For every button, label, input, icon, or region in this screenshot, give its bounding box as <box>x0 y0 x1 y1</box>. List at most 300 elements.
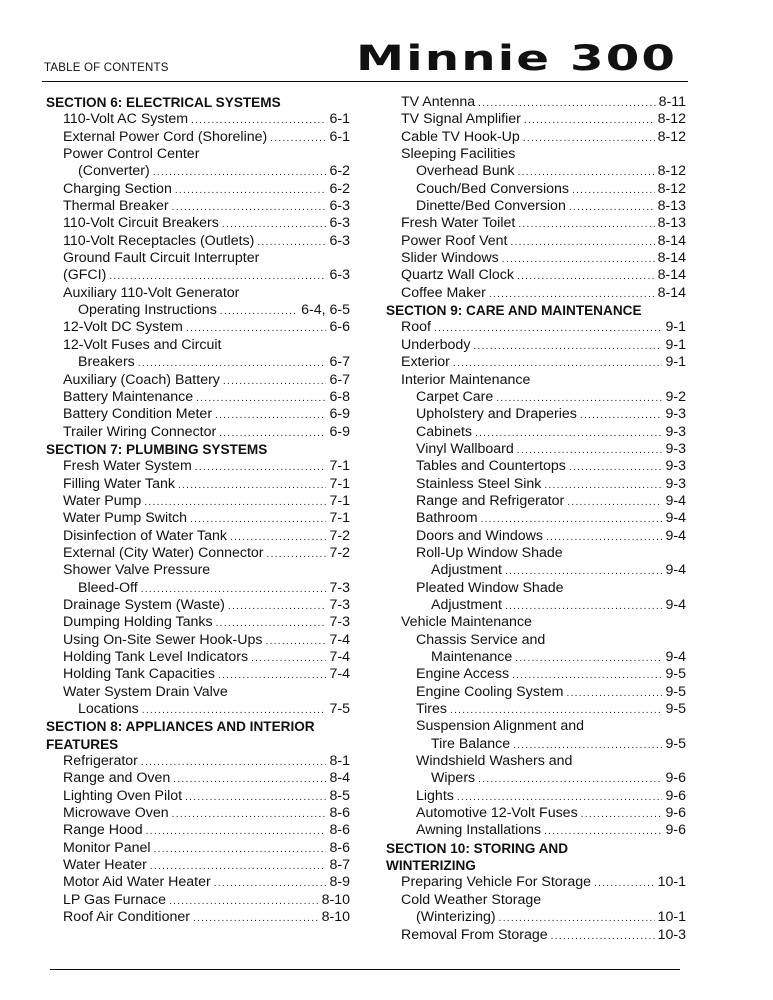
dot-leader <box>191 112 326 129</box>
dot-leader <box>144 494 326 511</box>
toc-page-number: 8-14 <box>657 267 686 284</box>
toc-entry <box>46 267 350 284</box>
toc-entry <box>386 597 686 614</box>
dot-leader <box>223 373 327 390</box>
dot-leader <box>496 390 662 407</box>
toc-entry <box>46 372 350 389</box>
toc-entry <box>46 857 350 874</box>
toc-section-heading <box>386 302 686 319</box>
toc-entry-title: Power Control Center <box>63 146 200 163</box>
toc-entry <box>386 250 686 267</box>
toc-page-number: 6-2 <box>329 163 350 180</box>
toc-page-number: 9-1 <box>665 319 686 336</box>
toc-entry-title: Range Hood <box>63 822 143 839</box>
toc-page-number: 7-1 <box>329 510 350 527</box>
toc-entry-title: Tires <box>416 701 448 718</box>
toc-page-number: 10-3 <box>657 926 686 943</box>
toc-entry <box>386 614 686 631</box>
toc-page-number: 6-3 <box>329 215 350 232</box>
toc-page-number: 9-2 <box>665 388 686 405</box>
toc-entry-title: Suspension Alignment and <box>416 718 585 735</box>
toc-entry <box>386 441 686 458</box>
toc-page-number: 8-13 <box>657 198 686 215</box>
dot-leader <box>222 216 327 233</box>
toc-page-number: 8-6 <box>329 805 350 822</box>
toc-page-number: 7-2 <box>329 527 350 544</box>
toc-entry <box>386 458 686 475</box>
toc-entry-title: Roof Air Conditioner <box>63 909 190 926</box>
toc-page-number: 8-5 <box>329 787 350 804</box>
dot-leader <box>512 667 662 684</box>
dot-leader <box>475 425 662 442</box>
toc-entry <box>46 632 350 649</box>
dot-leader <box>150 858 327 875</box>
toc-entry <box>46 424 350 441</box>
toc-entry <box>46 874 350 891</box>
dot-leader <box>267 546 327 563</box>
toc-page-number: 9-5 <box>665 666 686 683</box>
toc-page-number: 9-4 <box>665 562 686 579</box>
dot-leader <box>453 355 663 372</box>
toc-entry <box>386 718 686 735</box>
toc-entry-title: Auxiliary 110-Volt Generator <box>63 284 240 301</box>
page-header-label: TABLE OF CONTENTS <box>44 62 169 74</box>
toc-page-number: 7-4 <box>329 649 350 665</box>
toc-entry-title: 12-Volt Fuses and Circuit <box>63 336 222 353</box>
dot-leader <box>154 841 327 858</box>
toc-page-number: 9-3 <box>665 406 686 423</box>
footer-rule <box>50 969 680 970</box>
toc-page-number: 7-1 <box>329 492 350 509</box>
toc-entry <box>386 146 686 163</box>
toc-entry <box>386 684 686 701</box>
dot-leader <box>551 928 655 945</box>
dot-leader <box>569 199 655 216</box>
toc-page-number: 6-7 <box>329 354 350 371</box>
toc-entry-title: Disinfection of Water Tank <box>63 527 228 544</box>
toc-entry-title: SECTION 10: STORING AND <box>386 840 569 856</box>
dot-leader <box>518 164 655 181</box>
dot-leader <box>195 459 327 476</box>
toc-entry-title: Water System Drain Valve <box>63 683 228 700</box>
dot-leader <box>518 216 654 233</box>
dot-leader <box>434 320 663 337</box>
toc-entry <box>386 874 686 891</box>
toc-entry-title: Range and Oven <box>63 770 171 787</box>
toc-page-number: 9-5 <box>665 683 686 700</box>
toc-entry <box>386 528 686 545</box>
toc-page-number: 6-7 <box>329 371 350 388</box>
toc-entry-title: SECTION 8: APPLIANCES AND INTERIOR <box>46 719 315 735</box>
dot-leader <box>109 268 326 285</box>
toc-entry <box>46 302 350 319</box>
toc-entry-title: Sleeping Facilities <box>401 146 516 163</box>
toc-entry-title: Doors and Windows <box>416 527 543 544</box>
toc-page-number: 6-8 <box>329 388 350 405</box>
toc-entry <box>46 354 350 371</box>
toc-entry-title: Lights <box>416 787 454 804</box>
dot-leader <box>178 477 327 494</box>
toc-entry <box>386 822 686 839</box>
toc-entry-title: Roof <box>401 319 431 336</box>
toc-entry-title: Microwave Oven <box>63 805 169 822</box>
dot-leader <box>172 199 327 216</box>
toc-entry <box>46 111 350 128</box>
dot-leader <box>517 442 663 459</box>
toc-entry-title: Couch/Bed Conversions <box>416 180 569 197</box>
dot-leader <box>502 251 655 268</box>
toc-page-number: 9-6 <box>665 822 686 839</box>
toc-entry <box>386 233 686 250</box>
toc-entry <box>386 736 686 753</box>
toc-entry-title: Trailer Wiring Connector <box>63 423 217 440</box>
toc-section-heading <box>46 736 350 753</box>
toc-entry-title: Overhead Bunk <box>416 163 515 180</box>
toc-entry-title: SECTION 7: PLUMBING SYSTEMS <box>46 441 268 457</box>
toc-page-number: 6-9 <box>329 406 350 423</box>
toc-page-number: 9-4 <box>665 492 686 509</box>
toc-entry-title: Adjustment <box>431 596 502 613</box>
toc-page-number: 9-3 <box>665 440 686 457</box>
toc-page-number: 6-1 <box>329 111 350 128</box>
toc-entry <box>46 666 350 683</box>
toc-column-right <box>386 94 686 944</box>
dot-leader <box>523 130 655 147</box>
dot-leader <box>218 667 327 684</box>
toc-entry <box>386 181 686 198</box>
toc-page-number: 6-6 <box>329 319 350 336</box>
toc-entry <box>386 562 686 579</box>
toc-entry-title: Lighting Oven Pilot <box>63 787 183 804</box>
toc-entry <box>46 770 350 787</box>
toc-page-number: 8-4 <box>329 770 350 787</box>
toc-page-number: 9-1 <box>665 354 686 371</box>
toc-page-number: 7-3 <box>329 596 350 613</box>
toc-page-number: 8-6 <box>329 822 350 839</box>
dot-leader <box>173 771 326 788</box>
toc-entry <box>386 649 686 666</box>
toc-entry-title: 12-Volt DC System <box>63 319 183 336</box>
toc-entry <box>46 805 350 822</box>
toc-entry-title: Range and Refrigerator <box>416 492 565 509</box>
dot-leader <box>481 511 663 528</box>
header-rule <box>42 81 688 82</box>
dot-leader <box>544 477 662 494</box>
dot-leader <box>489 286 655 303</box>
dot-leader <box>257 234 326 251</box>
toc-entry-title: Dinette/Bed Conversion <box>416 198 566 215</box>
toc-entry-title: Quartz Wall Clock <box>401 267 514 284</box>
toc-section-heading <box>46 441 350 458</box>
toc-page-number: 9-3 <box>665 423 686 440</box>
toc-entry <box>46 510 350 527</box>
toc-entry <box>46 597 350 614</box>
toc-entry-title: Drainage System (Waste) <box>63 596 225 613</box>
toc-page-number: 6-2 <box>329 180 350 197</box>
dot-leader <box>142 702 327 719</box>
toc-entry-title: Shower Valve Pressure <box>63 562 211 579</box>
toc-entry <box>386 701 686 718</box>
toc-column-left <box>46 94 350 927</box>
toc-page-number: 9-6 <box>665 770 686 787</box>
toc-entry-title: (Converter) <box>78 163 150 180</box>
toc-entry-title: SECTION 9: CARE AND MAINTENANCE <box>386 303 642 319</box>
toc-entry-title: TV Antenna <box>401 94 476 110</box>
dot-leader <box>569 459 663 476</box>
toc-entry <box>386 372 686 389</box>
toc-page-number: 8-12 <box>657 111 686 128</box>
toc-entry-title: Windshield Washers and <box>416 753 573 770</box>
dot-leader <box>505 563 663 580</box>
dot-leader <box>457 789 663 806</box>
toc-page-number: 9-4 <box>665 510 686 527</box>
toc-entry <box>386 632 686 649</box>
dot-leader <box>175 182 327 199</box>
toc-entry-title: 110-Volt AC System <box>63 111 189 128</box>
toc-entry <box>46 649 350 666</box>
toc-entry-title: Fresh Water System <box>63 458 192 475</box>
toc-entry <box>386 580 686 597</box>
toc-entry-title: Maintenance <box>431 649 513 665</box>
dot-leader <box>580 407 663 424</box>
toc-entry-title: Vehicle Maintenance <box>401 614 532 631</box>
toc-entry-title: Exterior <box>401 354 450 371</box>
dot-leader <box>517 268 655 285</box>
toc-entry-title: Removal From Storage <box>401 926 548 943</box>
toc-entry-title: Battery Condition Meter <box>63 406 213 423</box>
toc-entry-title: Slider Windows <box>401 250 499 267</box>
toc-entry <box>386 319 686 336</box>
toc-entry <box>386 354 686 371</box>
dot-leader <box>141 754 327 771</box>
dot-leader <box>228 598 327 615</box>
toc-page-number: 6-1 <box>329 128 350 145</box>
dot-leader <box>220 303 298 320</box>
toc-entry-title: FEATURES <box>46 736 119 752</box>
toc-entry <box>386 788 686 805</box>
toc-entry <box>386 389 686 406</box>
toc-entry <box>46 580 350 597</box>
dot-leader <box>196 390 326 407</box>
toc-page-number: 9-3 <box>665 475 686 492</box>
dot-leader <box>546 529 663 546</box>
dot-leader <box>216 615 327 632</box>
toc-entry-title: Water Heater <box>63 857 147 874</box>
toc-entry <box>386 406 686 423</box>
toc-entry-title: External Power Cord (Shoreline) <box>63 128 268 145</box>
dot-leader <box>510 234 654 251</box>
toc-entry <box>46 319 350 336</box>
toc-entry-title: Refrigerator <box>63 753 138 770</box>
toc-entry <box>46 181 350 198</box>
dot-leader <box>169 893 319 910</box>
toc-entry <box>386 198 686 215</box>
toc-entry-title: 110-Volt Circuit Breakers <box>63 215 219 232</box>
toc-entry-title: Pleated Window Shade <box>416 579 564 596</box>
toc-entry <box>386 215 686 232</box>
toc-entry-title: Tables and Countertops <box>416 458 566 475</box>
toc-section-heading <box>386 857 686 874</box>
toc-entry-title: Thermal Breaker <box>63 198 169 215</box>
toc-entry <box>46 753 350 770</box>
toc-entry-title: Carpet Care <box>416 388 494 405</box>
toc-entry-title: Auxiliary (Coach) Battery <box>63 371 220 388</box>
toc-entry-title: Water Pump <box>63 492 142 509</box>
toc-page-number: 8-14 <box>657 250 686 267</box>
toc-entry <box>386 666 686 683</box>
toc-page-number: 8-13 <box>657 215 686 232</box>
dot-leader <box>265 633 326 650</box>
toc-page-number: 6-3 <box>329 198 350 215</box>
toc-page-number: 8-10 <box>321 891 350 908</box>
dot-leader <box>572 182 655 199</box>
toc-page-number: 9-5 <box>665 701 686 718</box>
toc-entry-title: Operating Instructions <box>78 302 217 319</box>
toc-entry-title: Bleed-Off <box>78 579 138 596</box>
toc-page-number: 6-3 <box>329 267 350 284</box>
toc-page-number: 8-7 <box>329 857 350 874</box>
toc-entry <box>46 788 350 805</box>
dot-leader <box>473 338 662 355</box>
toc-entry <box>46 840 350 857</box>
toc-section-heading <box>46 94 350 111</box>
toc-entry <box>386 129 686 146</box>
toc-page-number: 6-4, 6-5 <box>301 302 350 319</box>
dot-leader <box>190 511 326 528</box>
toc-entry-title: Breakers <box>78 354 135 371</box>
toc-entry-title: Battery Maintenance <box>63 388 194 405</box>
toc-entry <box>46 476 350 493</box>
toc-page-number: 9-4 <box>665 596 686 613</box>
toc-entry <box>46 406 350 423</box>
toc-page-number: 8-9 <box>329 874 350 891</box>
toc-entry-title: Cold Weather Storage <box>401 891 542 908</box>
toc-entry-title: Wipers <box>431 770 476 787</box>
toc-entry-title: Fresh Water Toilet <box>401 215 516 232</box>
toc-page-number: 7-2 <box>329 544 350 561</box>
toc-entry-title: Water Pump Switch <box>63 510 188 527</box>
toc-entry-title: External (City Water) Connector <box>63 544 264 561</box>
toc-entry-title: Upholstery and Draperies <box>416 406 577 423</box>
toc-page-number: 7-4 <box>329 631 350 648</box>
toc-entry <box>386 892 686 909</box>
toc-entry-title: Charging Section <box>63 180 172 197</box>
dot-leader <box>270 130 326 147</box>
toc-entry <box>46 701 350 718</box>
dot-leader <box>478 95 656 112</box>
dot-leader <box>567 494 662 511</box>
toc-entry <box>386 424 686 441</box>
toc-page-number: 8-10 <box>321 909 350 926</box>
toc-entry <box>46 163 350 180</box>
dot-leader <box>581 806 663 823</box>
toc-entry-title: Bathroom <box>416 510 478 527</box>
toc-entry-title: Interior Maintenance <box>401 371 531 388</box>
dot-leader <box>450 702 662 719</box>
toc-page-number: 8-12 <box>657 163 686 180</box>
toc-entry <box>46 233 350 250</box>
toc-entry-title: Adjustment <box>431 562 502 579</box>
toc-section-heading <box>386 840 686 857</box>
toc-entry-title: Awning Installations <box>416 822 542 839</box>
toc-entry-title: SECTION 6: ELECTRICAL SYSTEMS <box>46 95 281 110</box>
dot-leader <box>141 581 327 598</box>
toc-entry <box>46 684 350 701</box>
toc-entry-title: Coffee Maker <box>401 284 486 301</box>
toc-entry <box>386 337 686 354</box>
dot-leader <box>193 910 319 927</box>
toc-entry <box>46 614 350 631</box>
toc-entry <box>46 198 350 215</box>
toc-entry-title: 110-Volt Receptacles (Outlets) <box>63 232 255 249</box>
toc-page-number: 10-1 <box>657 909 686 926</box>
toc-entry <box>386 927 686 944</box>
toc-entry <box>46 250 350 267</box>
dot-leader <box>515 650 662 667</box>
toc-entry-title: Holding Tank Capacities <box>63 666 215 683</box>
toc-page-number: 9-4 <box>665 649 686 665</box>
toc-entry-title: TV Signal Amplifier <box>401 111 521 128</box>
dot-leader <box>524 112 655 129</box>
toc-entry <box>46 389 350 406</box>
toc-entry-title: (Winterizing) <box>416 909 496 926</box>
toc-entry-title: Vinyl Wallboard <box>416 440 514 457</box>
toc-entry-title: WINTERIZING <box>386 858 476 874</box>
toc-entry-title: Tire Balance <box>431 735 511 752</box>
toc-entry-title: Cabinets <box>416 423 472 440</box>
toc-entry <box>46 493 350 510</box>
toc-entry-title: Chassis Service and <box>416 631 546 648</box>
toc-page-number: 7-4 <box>329 666 350 683</box>
toc-entry-title: Ground Fault Circuit Interrupter <box>63 250 260 267</box>
dot-leader <box>251 650 326 667</box>
toc-entry <box>46 337 350 354</box>
dot-leader <box>230 529 326 546</box>
toc-page-number: 9-1 <box>665 336 686 353</box>
toc-entry-title: Monitor Panel <box>63 839 151 856</box>
dot-leader <box>214 875 327 892</box>
toc-entry <box>46 892 350 909</box>
toc-page-number: 8-12 <box>657 128 686 145</box>
dot-leader <box>594 875 655 892</box>
toc-entry-title: (GFCI) <box>63 267 107 284</box>
toc-entry-title: LP Gas Furnace <box>63 891 167 908</box>
toc-entry-title: Roll-Up Window Shade <box>416 544 563 561</box>
dot-leader <box>172 806 327 823</box>
toc-entry <box>386 770 686 787</box>
dot-leader <box>186 320 327 337</box>
toc-section-heading <box>46 718 350 735</box>
toc-entry <box>386 476 686 493</box>
toc-entry <box>386 510 686 527</box>
toc-entry-title: Using On-Site Sewer Hook-Ups <box>63 631 263 648</box>
toc-entry <box>386 285 686 302</box>
toc-entry-title: Power Roof Vent <box>401 232 508 249</box>
toc-page-number: 8-1 <box>329 753 350 770</box>
toc-entry <box>46 909 350 926</box>
toc-page-number: 7-1 <box>329 458 350 475</box>
toc-entry-title: Engine Cooling System <box>416 683 564 700</box>
toc-page-number: 8-11 <box>658 94 686 110</box>
toc-entry <box>386 163 686 180</box>
dot-leader <box>544 823 662 840</box>
toc-entry <box>46 545 350 562</box>
dot-leader <box>185 789 326 806</box>
toc-entry-title: Motor Aid Water Heater <box>63 874 211 891</box>
dot-leader <box>146 823 327 840</box>
toc-entry <box>46 215 350 232</box>
dot-leader <box>505 598 663 615</box>
